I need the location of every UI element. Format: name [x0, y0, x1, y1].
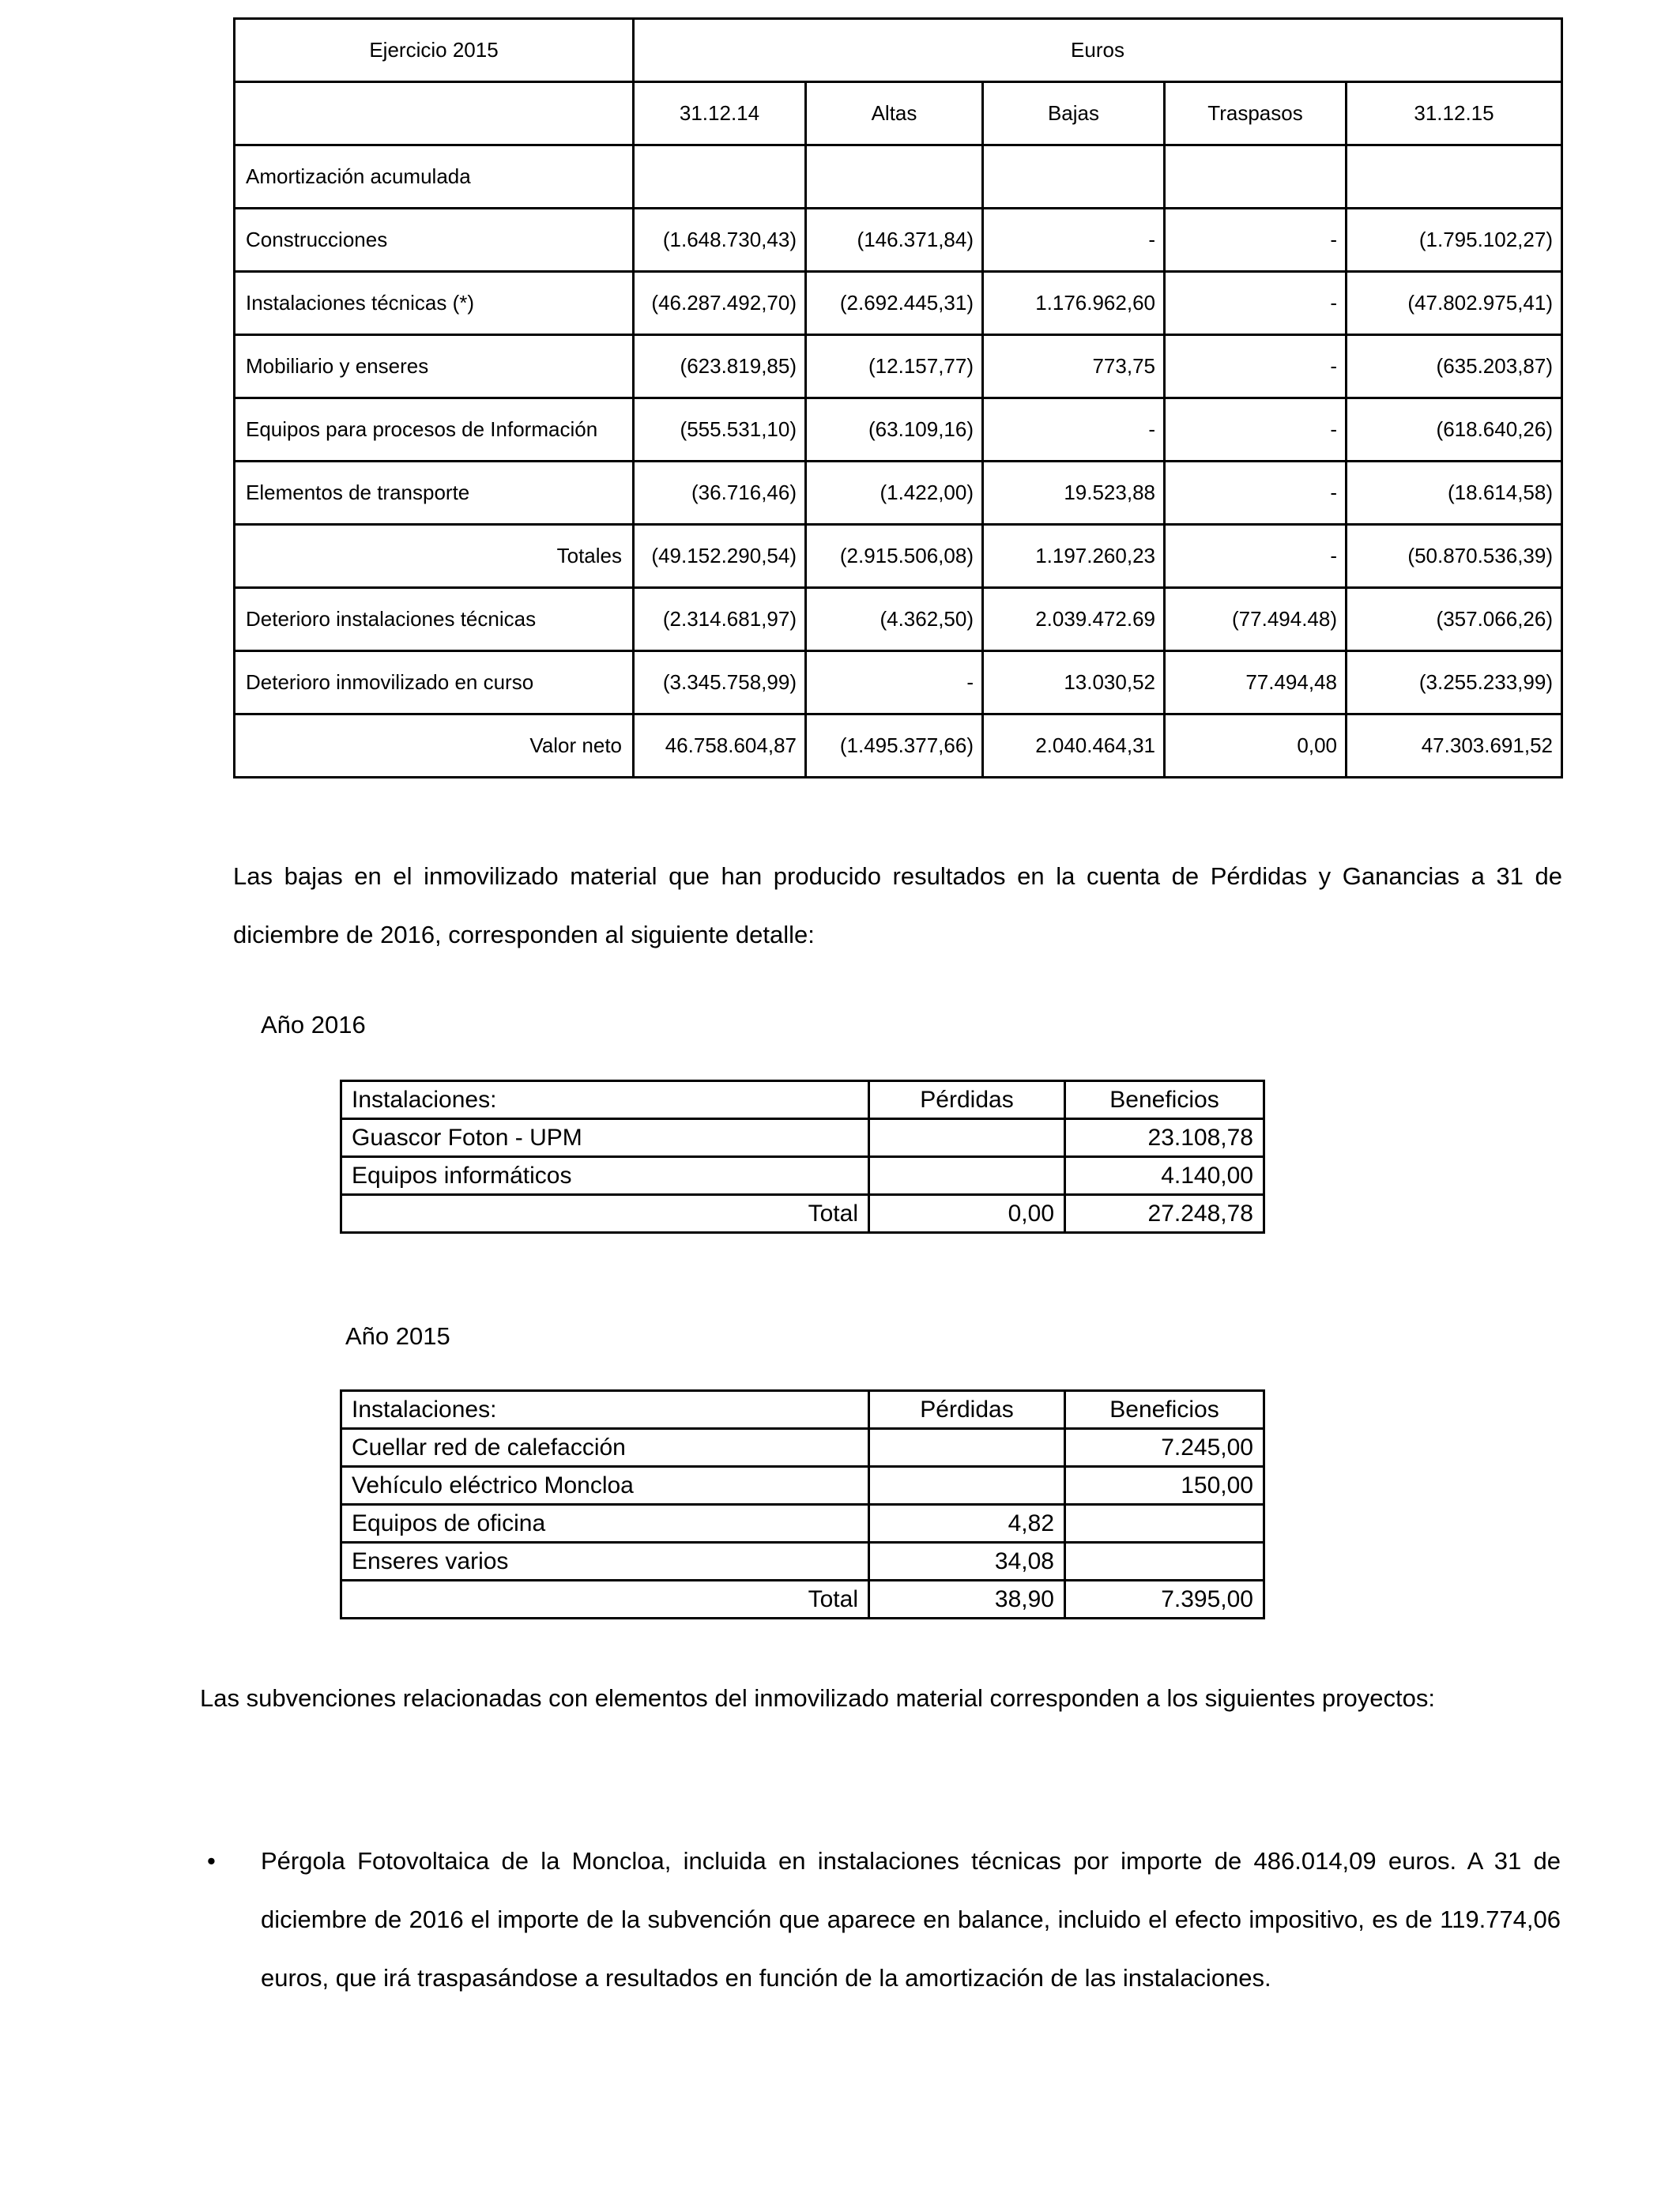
row-label: Equipos informáticos [341, 1157, 869, 1195]
cell-value: (47.802.975,41) [1347, 272, 1562, 335]
cell-value: (1.422,00) [806, 462, 983, 525]
cell-value: (77.494.48) [1165, 588, 1347, 651]
table-total-row [341, 1195, 1264, 1233]
cell-value: 2.040.464,31 [983, 714, 1165, 778]
cell-value [869, 1119, 1065, 1157]
row-label: Construcciones [235, 209, 634, 272]
cell-value: (2.314.681,97) [634, 588, 806, 651]
table-row [235, 651, 1562, 714]
paragraph-bajas: Las bajas en el inmovilizado material que han producido resultados en la cuenta de Pérdidas y Ganancias a 31 de diciembre de 2016, corresponden al siguiente detalle: [233, 862, 1562, 948]
cell-value: (18.614,58) [1347, 462, 1562, 525]
cell-value: 7.245,00 [1065, 1429, 1264, 1467]
cell-value [869, 1429, 1065, 1467]
cell-value [634, 145, 806, 209]
row-label: Amortización acumulada [235, 145, 634, 209]
table-row [341, 1157, 1264, 1195]
cell-value: (618.640,26) [1347, 398, 1562, 462]
cell-value: 77.494,48 [1165, 651, 1347, 714]
table-totals-row [235, 525, 1562, 588]
cell-value: (50.870.536,39) [1347, 525, 1562, 588]
total-label: Total [341, 1195, 869, 1233]
row-label: Vehículo eléctrico Moncloa [341, 1467, 869, 1505]
row-label: Cuellar red de calefacción [341, 1429, 869, 1467]
cell-value [806, 145, 983, 209]
total-label: Total [341, 1581, 869, 1619]
cell-value: 1.197.260,23 [983, 525, 1165, 588]
cell-value: 0,00 [869, 1195, 1065, 1233]
cell-value: (2.915.506,08) [806, 525, 983, 588]
table-row [341, 1467, 1264, 1505]
table-row [341, 1429, 1264, 1467]
cell-value: (1.495.377,66) [806, 714, 983, 778]
column-header: Traspasos [1165, 82, 1347, 145]
table-row [235, 588, 1562, 651]
cell-value: (49.152.290,54) [634, 525, 806, 588]
cell-value: 0,00 [1165, 714, 1347, 778]
cell-value: 4,82 [869, 1505, 1065, 1543]
cell-value: - [1165, 209, 1347, 272]
row-label: Valor neto [235, 714, 634, 778]
cell-value: 47.303.691,52 [1347, 714, 1562, 778]
table-row [341, 1119, 1264, 1157]
paragraph-subvenciones: Las subvenciones relacionadas con elementos del inmovilizado material corresponden a los siguientes proyectos: [200, 1684, 1435, 1712]
column-header: Instalaciones: [341, 1081, 869, 1119]
cell-value [1065, 1543, 1264, 1581]
cell-value: (3.345.758,99) [634, 651, 806, 714]
table-header-row [235, 19, 1562, 82]
cell-value: 1.176.962,60 [983, 272, 1165, 335]
table-header-row [341, 1391, 1264, 1429]
cell-value: (2.692.445,31) [806, 272, 983, 335]
cell-value: 27.248,78 [1065, 1195, 1264, 1233]
row-label: Mobiliario y enseres [235, 335, 634, 398]
fixed-assets-table [233, 17, 1563, 778]
column-header: Beneficios [1065, 1391, 1264, 1429]
cell-value: - [1165, 398, 1347, 462]
table-subheader-row [235, 82, 1562, 145]
cell-value: (4.362,50) [806, 588, 983, 651]
corner-label: Ejercicio 2015 [235, 19, 634, 82]
cell-value: (555.531,10) [634, 398, 806, 462]
cell-value: (12.157,77) [806, 335, 983, 398]
cell-value: (146.371,84) [806, 209, 983, 272]
cell-value: 38,90 [869, 1581, 1065, 1619]
table-row [341, 1543, 1264, 1581]
table-row [235, 462, 1562, 525]
cell-value: 46.758.604,87 [634, 714, 806, 778]
column-header: Pérdidas [869, 1081, 1065, 1119]
cell-value: - [983, 209, 1165, 272]
column-header: 31.12.14 [634, 82, 806, 145]
table-row [235, 272, 1562, 335]
cell-value: 150,00 [1065, 1467, 1264, 1505]
cell-value: 23.108,78 [1065, 1119, 1264, 1157]
cell-value: (36.716,46) [634, 462, 806, 525]
table-header-row [341, 1081, 1264, 1119]
cell-value: - [1165, 462, 1347, 525]
cell-value: (1.648.730,43) [634, 209, 806, 272]
cell-value: - [1165, 335, 1347, 398]
cell-value: 773,75 [983, 335, 1165, 398]
cell-value: (357.066,26) [1347, 588, 1562, 651]
row-label: Deterioro instalaciones técnicas [235, 588, 634, 651]
cell-value: (635.203,87) [1347, 335, 1562, 398]
row-label: Elementos de transporte [235, 462, 634, 525]
cell-value [869, 1467, 1065, 1505]
cell-value: - [806, 651, 983, 714]
cell-value: 2.039.472.69 [983, 588, 1165, 651]
table-row [235, 145, 1562, 209]
column-header: Beneficios [1065, 1081, 1264, 1119]
cell-value: - [1165, 272, 1347, 335]
euros-group-header: Euros [634, 19, 1562, 82]
table-total-row [341, 1581, 1264, 1619]
row-label: Enseres varios [341, 1543, 869, 1581]
cell-value [1065, 1505, 1264, 1543]
cell-value: (3.255.233,99) [1347, 651, 1562, 714]
column-header: Bajas [983, 82, 1165, 145]
heading-ano-2016: Año 2016 [261, 1011, 366, 1039]
column-header: Pérdidas [869, 1391, 1065, 1429]
row-label: Equipos para procesos de Información [235, 398, 634, 462]
cell-value [869, 1157, 1065, 1195]
column-header: Altas [806, 82, 983, 145]
bullet-icon [207, 1832, 261, 2007]
row-label: Instalaciones técnicas (*) [235, 272, 634, 335]
cell-value: (63.109,16) [806, 398, 983, 462]
gains-losses-table-2016 [340, 1080, 1265, 1234]
cell-value: (46.287.492,70) [634, 272, 806, 335]
cell-value: (623.819,85) [634, 335, 806, 398]
row-label: Deterioro inmovilizado en curso [235, 651, 634, 714]
cell-value: - [983, 398, 1165, 462]
cell-value: 13.030,52 [983, 651, 1165, 714]
cell-value: 34,08 [869, 1543, 1065, 1581]
row-label: Guascor Foton - UPM [341, 1119, 869, 1157]
empty-corner-cell [235, 82, 634, 145]
cell-value: - [1165, 525, 1347, 588]
row-label: Equipos de oficina [341, 1505, 869, 1543]
cell-value: 19.523,88 [983, 462, 1165, 525]
table-row [235, 398, 1562, 462]
gains-losses-table-2015 [340, 1389, 1265, 1619]
column-header: 31.12.15 [1347, 82, 1562, 145]
bullet-text-pergola: Pérgola Fotovoltaica de la Moncloa, incluida en instalaciones técnicas por importe de 486.014,09 euros. A 31 de diciembre de 2016 el importe de la subvención que aparece en balance, incluido el efecto impositivo, es de 119.774,06 euros, que irá traspasándose a resultados en función de la amortización de las instalaciones. [261, 1847, 1561, 1992]
cell-value: 4.140,00 [1065, 1157, 1264, 1195]
heading-ano-2015: Año 2015 [345, 1322, 450, 1350]
table-row [235, 209, 1562, 272]
table-row [235, 335, 1562, 398]
table-row [341, 1505, 1264, 1543]
cell-value [1165, 145, 1347, 209]
cell-value [1347, 145, 1562, 209]
cell-value: (1.795.102,27) [1347, 209, 1562, 272]
row-label: Totales [235, 525, 634, 588]
cell-value [983, 145, 1165, 209]
table-net-value-row [235, 714, 1562, 778]
column-header: Instalaciones: [341, 1391, 869, 1429]
bullet-item-pergola [207, 1832, 1561, 2007]
cell-value: 7.395,00 [1065, 1581, 1264, 1619]
